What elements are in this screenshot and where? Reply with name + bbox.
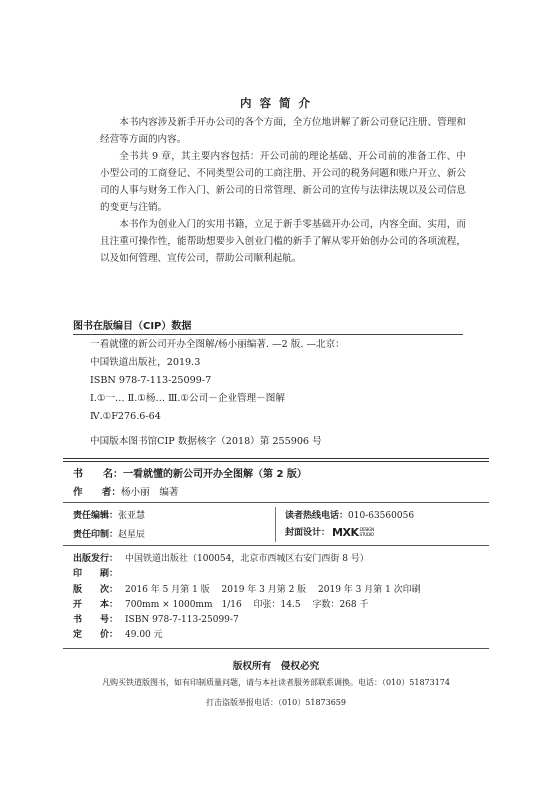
isbn-label: 书 号： (73, 615, 119, 626)
cip-heading: 图书在版编目（CIP）数据 (73, 321, 192, 332)
cip-entry-line: 中国铁道出版社，2019.3 (90, 357, 201, 368)
printing-row (73, 527, 145, 540)
summary-title: 内 容 简 介 (239, 96, 312, 110)
author-label: 作 者： (73, 487, 121, 498)
summary-paragraph: 本书作为创业入门的实用书籍，立足于新手零基础开办公司，内容全面、实用，而且注重可操作性，能帮助想要步入创业门槛的新手了解从零开始创办公司的各项流程，以及如何管理、宣传公司，帮助公司顺利起航。 (100, 219, 466, 264)
divider-double (63, 458, 489, 462)
publication-info (73, 552, 421, 644)
studio-logo: MXKDESIGN STUDIO (332, 526, 374, 539)
cip-subject-line: Ⅰ.①一… Ⅱ.①杨… Ⅲ.①公司－企业管理－图解 (90, 393, 285, 404)
editor-label: 责任编辑： (73, 511, 119, 521)
format-value: 700mm × 1000mm 1/16 印张：14.5 字数：268 千 (125, 599, 369, 610)
cover-design-row (285, 525, 381, 539)
format-label: 开 本： (73, 599, 119, 610)
edition-row (73, 583, 421, 598)
cip-classification: Ⅳ.①F276.6-64 (90, 411, 161, 422)
quality-notice: 凡购买铁道版图书，如有印制质量问题，请与本社读者服务部联系调换。电话：（010）51873174 (102, 678, 450, 687)
cip-entry-line: 一看就懂的新公司开办全图解/杨小丽编著. —2 版. —北京： (90, 339, 345, 350)
summary-body (100, 114, 466, 267)
format-row (73, 598, 421, 613)
book-name-label: 书 名： (73, 469, 123, 480)
cover-design-label: 封面设计： (285, 528, 331, 538)
summary-paragraph: 本书内容涉及新手开办公司的各个方面，全方位地讲解了新公司登记注册、管理和经营等方面的内容。 (100, 117, 466, 145)
printer-label: 印 刷： (73, 569, 119, 580)
divider (63, 545, 489, 546)
column-divider (275, 507, 276, 542)
author-row (73, 484, 179, 498)
price-value: 49.00 元 (125, 630, 163, 641)
summary-paragraph: 全书共 9 章，其主要内容包括：开公司前的理论基础、开公司前的准备工作、中小型公司的工商登记、不同类型公司的工商注册、开公司的税务问题和账户开立、新公司的人事与财务工作入门、新公司的日常管理、新公司的宣传与法律法规以及公司信息的变更与注销。 (100, 151, 466, 213)
divider (63, 648, 489, 649)
cip-record-number: 中国版本图书馆CIP 数据核字（2018）第 255906 号 (90, 436, 322, 447)
printer-row (73, 567, 421, 582)
hotline-value: 010-63560056 (348, 511, 415, 521)
publisher-value: 中国铁道出版社（100054，北京市西城区右安门西街 8 号） (125, 554, 369, 564)
publisher-row (73, 552, 421, 567)
editor-row (73, 508, 145, 521)
hotline-label: 读者热线电话： (285, 511, 349, 521)
piracy-hotline: 打击盗版举报电话：（010）51873659 (206, 698, 346, 707)
edition-label: 版 次： (73, 584, 119, 595)
cip-subjects (90, 390, 470, 426)
printing-value: 赵星辰 (118, 530, 146, 540)
cip-record (90, 433, 470, 451)
isbn-row (73, 613, 421, 628)
cip-isbn: ISBN 978-7-113-25099-7 (90, 375, 212, 386)
edition-value: 2016 年 5 月第 1 版 2019 年 3 月第 2 版 2019 年 3 月第 1 次印刷 (125, 584, 421, 595)
cip-entry (90, 336, 470, 390)
author-value: 杨小丽 编著 (120, 487, 179, 498)
rights-statement: 版权所有 侵权必究 (232, 661, 320, 672)
divider (63, 502, 489, 503)
cip-divider (73, 334, 463, 335)
publisher-label: 出版发行： (73, 554, 119, 564)
book-name-value: 一看就懂的新公司开办全图解（第 2 版） (123, 469, 307, 480)
printing-label: 责任印制： (73, 530, 119, 540)
hotline-row (285, 508, 414, 521)
isbn-value: ISBN 978-7-113-25099-7 (125, 615, 239, 626)
editor-value: 张亚慧 (118, 511, 146, 521)
price-row (73, 628, 421, 643)
book-name-row (73, 465, 307, 480)
price-label: 定 价： (73, 630, 119, 641)
